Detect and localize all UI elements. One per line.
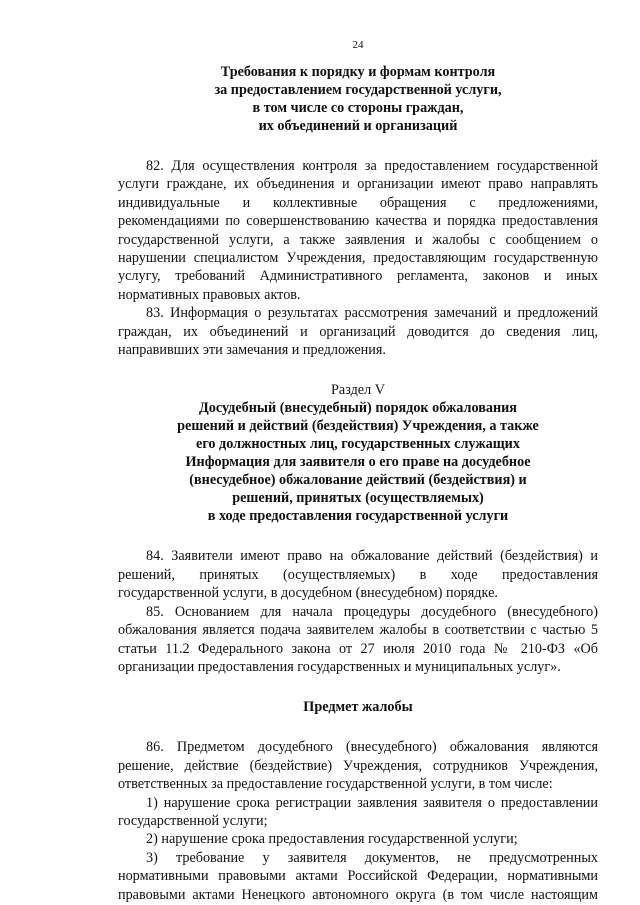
list-item-1: 1) нарушение срока регистрации заявления заявителя о предоставлении государственной услуги;: [118, 794, 598, 829]
heading-line: (внесудебное) обжалование действий (бездействия) и: [189, 472, 527, 489]
paragraph-84: 84. Заявители имеют право на обжалование действий (бездействия) и решений, принятых (осуществляемых) в ходе предоставления государственной услуги, в досудебном (внесудебном) порядке.: [118, 548, 598, 602]
heading-line: решений и действий (бездействия) Учреждения, а также: [177, 418, 539, 435]
list-item-2: 2) нарушение срока предоставления государственной услуги;: [146, 831, 518, 848]
heading-line: за предоставлением государственной услуги,: [214, 82, 502, 98]
heading-line: в ходе предоставления государственной услуги: [207, 508, 509, 525]
heading-line: их объединений и организаций: [258, 118, 458, 134]
section-heading-control: [118, 63, 598, 135]
paragraph-82: 82. Для осуществления контроля за предоставлением государственной услуги граждане, их объединения и организации имеют право направлять индивидуальные и коллективные обращения с предложениями, рекомендациями по совершенствованию качества и порядка предоставления государственной услуги, а также заявления и жалобы с сообщением о нарушении специалистом Учреждения, предоставляющим государственную услугу, требований Административного регламента, законов и иных нормативных правовых актов.: [118, 158, 598, 303]
page-number: 24: [352, 39, 364, 51]
list-item-3: 3) требование у заявителя документов, не предусмотренных нормативными правовыми актами Российской Федерации, нормативными правовыми актами Ненецкого автономного округа (в том числе настоящим: [118, 849, 598, 903]
paragraph-83: 83. Информация о результатах рассмотрения замечаний и предложений граждан, их объединений и организаций доводится до сведения лиц, направивших эти замечания и предложения.: [118, 305, 598, 359]
paragraph-85: 85. Основанием для начала процедуры досудебного (внесудебного) обжалования является подача заявителем жалобы в соответствии с частью 5 статьи 11.2 Федерального закона от 27 июля 2010 года № 210-ФЗ «Об организации предоставления государственных и муниципальных услуг».: [118, 603, 598, 675]
heading-line: Информация для заявителя о его праве на досудебное: [185, 454, 531, 471]
document-page: [118, 38, 598, 904]
paragraph-86: 86. Предметом досудебного (внесудебного) обжалования являются решение, действие (бездействие) Учреждения, сотрудников Учреждения, ответственных за предоставление государственной услуги, в том числе:: [118, 739, 598, 793]
heading-line: Досудебный (внесудебный) порядок обжалования: [199, 400, 517, 417]
heading-line: в том числе со стороны граждан,: [252, 100, 464, 116]
heading-line: решений, принятых (осуществляемых): [232, 490, 484, 507]
section-label: Раздел V: [331, 382, 385, 399]
section-heading-appeal: [118, 399, 598, 525]
heading-line: его должностных лиц, государственных служащих: [196, 436, 520, 453]
section-heading-complaint-subject: Предмет жалобы: [303, 699, 413, 716]
heading-line: Требования к порядку и формам контроля: [220, 64, 496, 80]
